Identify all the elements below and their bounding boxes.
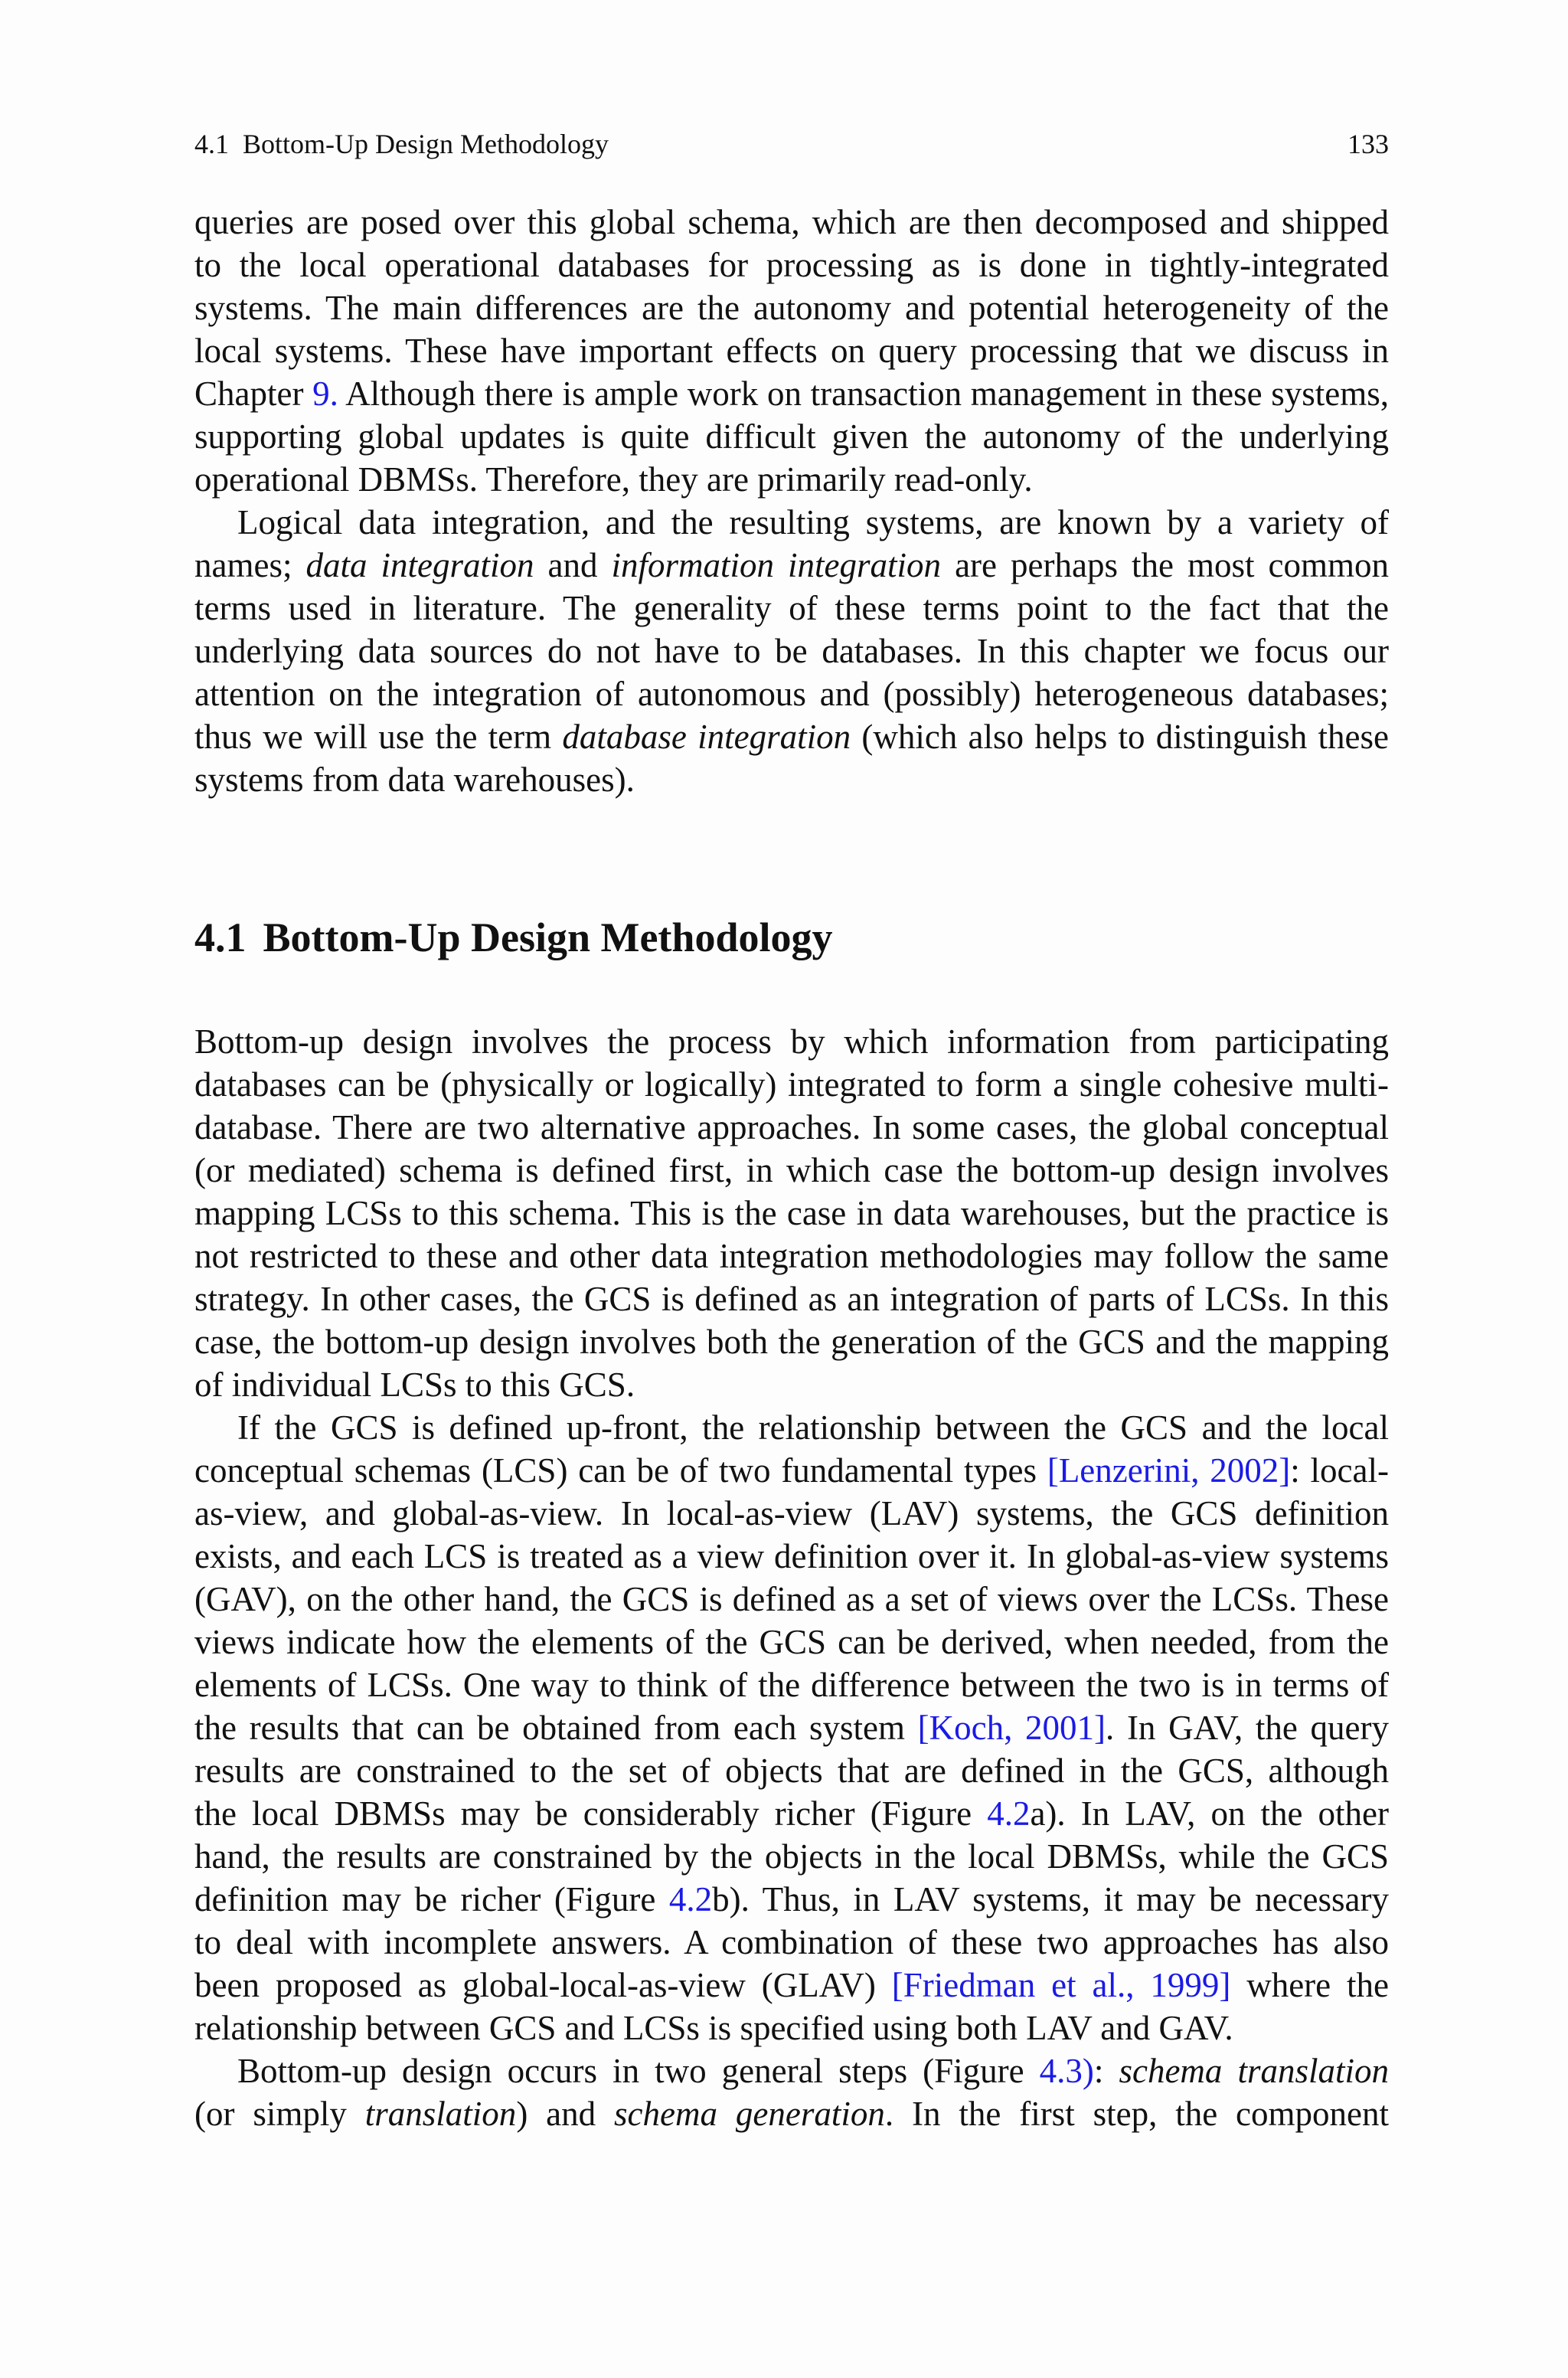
text-line [194,672,1389,715]
text-line [194,329,1389,372]
italic-term: schema translation [1119,2052,1389,2090]
text-line [194,1792,1389,1835]
text-line [194,286,1389,329]
italic-term: database integration [562,718,851,756]
text-run: Chapter [194,375,313,413]
text-run: where the [1230,1966,1389,2004]
paragraph-intro-1 [194,201,1389,501]
section-number: 4.1 [194,914,247,960]
text-run: : [1093,2052,1119,2090]
text-line [194,1063,1389,1106]
text-line [194,1149,1389,1192]
text-line [194,1663,1389,1706]
text-run: views indicate how the elements of the GCS can be derived, when needed, from the [194,1623,1389,1661]
text-run: (or simply [194,2095,365,2133]
text-run: operational DBMSs. Therefore, they are primarily read-only. [194,460,1033,499]
text-run: thus we will use the term [194,718,563,756]
text-run: been proposed as global-local-as-view (GLAV) [194,1966,892,2004]
text-line [194,1277,1389,1320]
text-line [194,2007,1389,2049]
text-line [194,1835,1389,1878]
italic-term: data integration [305,546,534,584]
cross-reference-link[interactable]: [Friedman et al., 1999] [891,1966,1231,2004]
text-line [194,2049,1389,2092]
text-line [194,1020,1389,1063]
text-run: of individual LCSs to this GCS. [194,1366,635,1404]
text-line [194,1235,1389,1277]
text-run: hand, the results are constrained by the objects in the local DBMSs, while the GCS [194,1837,1389,1876]
text-run: (or mediated) schema is defined first, in which case the bottom-up design involves [194,1151,1389,1189]
text-run: the results that can be obtained from each system [194,1709,918,1747]
text-run: not restricted to these and other data integration methodologies may follow the same [194,1237,1389,1275]
text-run: Bottom-up design occurs in two general steps (Figure [237,2052,1040,2090]
text-run: results are constrained to the set of objects that are defined in the GCS, although [194,1752,1389,1790]
paragraph-bottom-up-1 [194,1020,1389,1406]
cross-reference-link[interactable]: 9. [312,375,338,413]
text-line [194,1964,1389,2007]
cross-reference-link[interactable]: 4.2 [668,1880,713,1918]
running-header [194,126,1389,162]
text-run: elements of LCSs. One way to think of the difference between the two is in terms of [194,1666,1389,1704]
text-run: database. There are two alternative approaches. In some cases, the global conceptual [194,1108,1389,1146]
section-title: Bottom-Up Design Methodology [263,914,833,960]
text-line [194,758,1389,801]
text-line [194,1621,1389,1663]
text-line [194,1578,1389,1621]
text-run: names; [194,546,306,584]
italic-term: schema generation [614,2095,885,2133]
text-run: and [534,546,612,584]
text-run: conceptual schemas (LCS) can be of two fundamental types [194,1451,1047,1490]
text-line [194,1706,1389,1749]
text-run: queries are posed over this global schema, which are then decomposed and shipped [194,203,1389,241]
text-line [194,1449,1389,1492]
text-run: databases can be (physically or logically) integrated to form a single cohesive multi- [194,1065,1389,1104]
text-run: local systems. These have important effects on query processing that we discuss in [194,332,1389,370]
text-run: attention on the integration of autonomous and (possibly) heterogeneous databases; [194,675,1389,713]
text-run: Although there is ample work on transaction management in these systems, [338,375,1389,413]
text-line [194,201,1389,244]
text-run: underlying data sources do not have to be databases. In this chapter we focus our [194,632,1389,670]
text-line [194,1320,1389,1363]
text-run: are perhaps the most common [941,546,1389,584]
text-line [194,501,1389,544]
cross-reference-link[interactable]: [Koch, 2001] [917,1709,1106,1747]
text-line [194,2092,1389,2135]
text-line [194,415,1389,458]
text-line [194,1363,1389,1406]
text-run: systems from data warehouses). [194,761,635,799]
text-run: the local DBMSs may be considerably richer (Figure [194,1794,988,1833]
paragraph-intro-2 [194,501,1389,801]
cross-reference-link[interactable]: 4.2 [987,1794,1031,1833]
text-run: If the GCS is defined up-front, the relationship between the GCS and the local [237,1408,1389,1447]
text-run: . In the first step, the component [884,2095,1390,2133]
paragraph-bottom-up-2 [194,1406,1389,2049]
text-run: definition may be richer (Figure [194,1880,669,1918]
section-heading [194,913,832,962]
text-line [194,1749,1389,1792]
text-run: ) and [516,2095,615,2133]
cross-reference-link[interactable]: 4.3) [1039,2052,1094,2090]
text-run: Bottom-up design involves the process by which information from participating [194,1022,1389,1061]
text-run: terms used in literature. The generality of these terms point to the fact that the [194,589,1389,627]
text-run: case, the bottom-up design involves both the generation of the GCS and the mapping [194,1323,1389,1361]
running-header-section: 4.1 Bottom-Up Design Methodology [194,129,609,159]
text-line [194,1106,1389,1149]
page-number: 133 [1348,129,1389,159]
text-line [194,1878,1389,1921]
text-line [194,1921,1389,1964]
text-line [194,630,1389,672]
text-run: (GAV), on the other hand, the GCS is defined as a set of views over the LCSs. These [194,1580,1389,1618]
text-run: supporting global updates is quite difficult given the autonomy of the underlying [194,417,1389,456]
italic-term: translation [364,2095,517,2133]
text-line [194,587,1389,630]
text-run: relationship between GCS and LCSs is specified using both LAV and GAV. [194,2009,1233,2047]
text-line [194,1492,1389,1535]
text-line [194,715,1389,758]
text-run: . In GAV, the query [1106,1709,1389,1747]
text-line [194,544,1389,587]
text-line [194,1535,1389,1578]
text-run: Logical data integration, and the resulting systems, are known by a variety of [237,503,1389,541]
text-run: exists, and each LCS is treated as a view definition over it. In global-as-view systems [194,1537,1389,1575]
text-run: b). Thus, in LAV systems, it may be necessary [712,1880,1389,1918]
text-line [194,372,1389,415]
text-line [194,1406,1389,1449]
text-line [194,1192,1389,1235]
text-run: mapping LCSs to this schema. This is the case in data warehouses, but the practice is [194,1194,1389,1232]
cross-reference-link[interactable]: [Lenzerini, 2002] [1047,1451,1291,1490]
text-run: to the local operational databases for processing as is done in tightly-integrated [194,246,1389,284]
text-line [194,458,1389,501]
text-run: as-view, and global-as-view. In local-as-view (LAV) systems, the GCS definition [194,1494,1389,1532]
text-line [194,244,1389,286]
text-run: a). In LAV, on the other [1030,1794,1389,1833]
text-run: strategy. In other cases, the GCS is defined as an integration of parts of LCSs. In this [194,1280,1389,1318]
text-run: to deal with incomplete answers. A combination of these two approaches has also [194,1923,1389,1961]
italic-term: information integration [611,546,942,584]
paragraph-bottom-up-3 [194,2049,1389,2135]
text-run: (which also helps to distinguish these [851,718,1389,756]
text-run: : local- [1290,1451,1389,1490]
text-run: systems. The main differences are the autonomy and potential heterogeneity of the [194,289,1389,327]
